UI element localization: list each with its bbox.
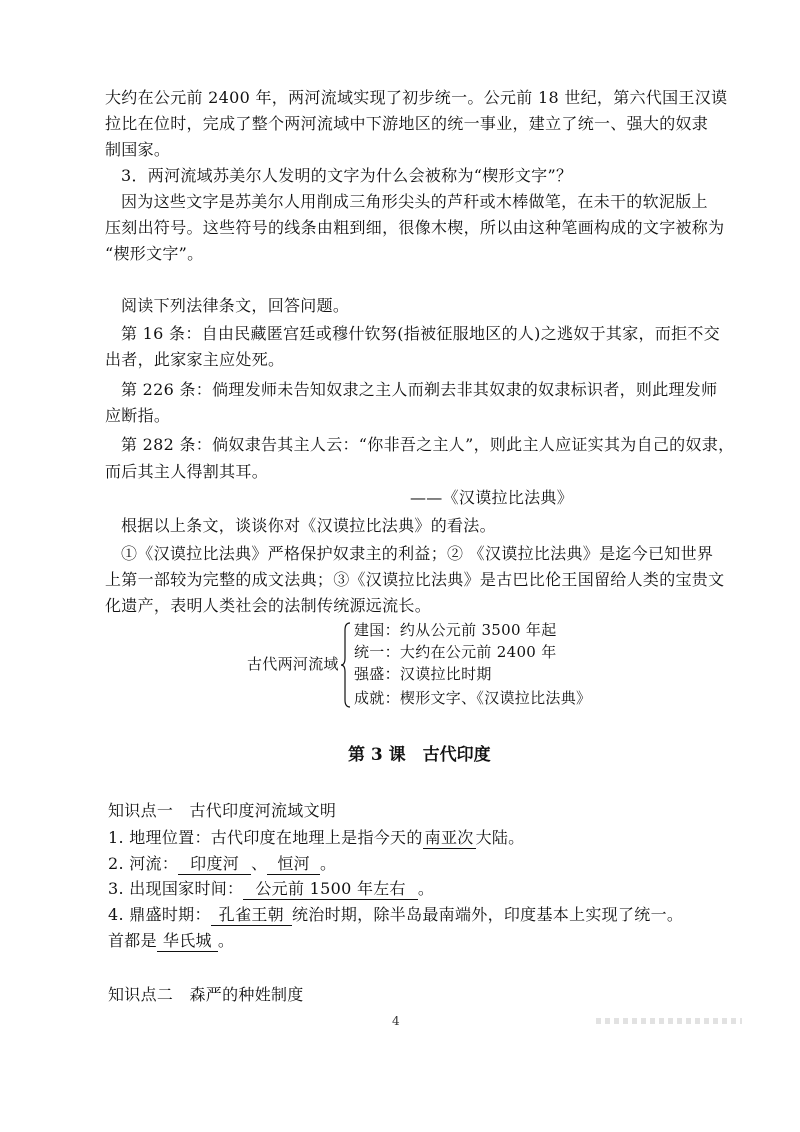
state-suffix: 。 [417, 879, 435, 898]
page-number: 4 [392, 1014, 400, 1028]
law-task: 根据以上条文，谈谈你对《汉谟拉比法典》的看法。 [121, 516, 496, 535]
para1-line3: 制国家。 [105, 140, 171, 159]
para1-line2: 拉比在位时，完成了整个两河流域中下游地区的统一事业，建立了统一、强大的奴隶 [105, 114, 709, 133]
river-answer-2: 恒河 [267, 854, 320, 875]
geo-line [108, 826, 524, 850]
brace-icon [341, 622, 351, 708]
capital-prefix: 首都是 [108, 931, 157, 950]
state-prefix: 3. 出现国家时间： [108, 879, 244, 898]
answer-3-line1: 因为这些文字是苏美尔人用削成三角形尖头的芦秆或木棒做笔，在未干的软泥版上 [121, 192, 708, 211]
law-answer-line3: 化遗产，表明人类社会的法制传统源远流长。 [105, 596, 432, 615]
law-intro: 阅读下列法律条文，回答问题。 [121, 296, 350, 315]
river-line [108, 852, 336, 876]
geo-answer: 南亚次 [424, 828, 474, 847]
summary-item-achievements: 成就：楔形文字、《汉谟拉比法典》 [354, 689, 592, 707]
law-answer-line2: 上第一部较为完整的成文法典；③《汉谟拉比法典》是古巴比伦王国留给人类的宝贵文 [105, 570, 725, 589]
article-16-line2: 出者，此家家主应处死。 [105, 350, 285, 369]
summary-item-founding: 建国：约从公元前 3500 年起 [354, 621, 557, 639]
law-answer-line1: ①《汉谟拉比法典》严格保护奴隶主的利益；② 《汉谟拉比法典》是迄今已知世界 [121, 544, 714, 563]
capital-answer: 华氏城 [157, 931, 218, 952]
answer-3-line2: 压刻出符号。这些符号的线条由粗到细，很像木楔，所以由这种笔画构成的文字被称为 [105, 218, 725, 237]
summary-root: 古代两河流域 [247, 655, 339, 673]
knowledge-point-2: 知识点二 森严的种姓制度 [108, 985, 304, 1004]
peak-answer: 孔雀王朝 [211, 905, 292, 926]
article-226-line1: 第 226 条：倘理发师未告知奴隶之主人而剃去非其奴隶的奴隶标识者，则此理发师 [121, 380, 718, 399]
geo-suffix: 大陆。 [475, 828, 525, 847]
lesson-title: 第 3 课 古代印度 [348, 745, 491, 765]
para1-line1: 大约在公元前 2400 年，两河流域实现了初步统一。公元前 18 世纪，第六代国王汉谟 [105, 88, 728, 107]
peak-suffix: 统治时期，除半岛最南端外，印度基本上实现了统一。 [291, 905, 684, 924]
article-282-line1: 第 282 条：倘奴隶告其主人云：“你非吾之主人”，则此主人应证实其为自己的奴隶， [121, 435, 735, 454]
law-source: ——《汉谟拉比法典》 [410, 488, 574, 507]
capital-line [108, 929, 234, 953]
article-282-line2: 而后其主人得割其耳。 [105, 462, 269, 481]
river-suffix: 。 [319, 854, 337, 873]
river-answer-1: 印度河 [178, 854, 251, 875]
river-separator: 、 [251, 854, 268, 873]
summary-item-unification: 统一：大约在公元前 2400 年 [354, 643, 557, 661]
article-16-line1: 第 16 条：自由民藏匿宫廷或穆什钦努(指被征服地区的人)之逃奴于其家，而拒不交 [121, 324, 721, 343]
peak-line [108, 903, 683, 927]
river-prefix: 2. 河流： [108, 854, 179, 873]
state-answer: 公元前 1500 年左右 [243, 879, 418, 900]
summary-item-prosperity: 强盛：汉谟拉比时期 [354, 665, 492, 683]
watermark-icon [596, 1018, 742, 1024]
knowledge-point-1: 知识点一 古代印度河流域文明 [108, 801, 337, 820]
article-226-line2: 应断指。 [105, 406, 171, 425]
answer-3-line3: “楔形文字”。 [105, 244, 204, 263]
capital-suffix: 。 [217, 931, 235, 950]
state-line [108, 877, 434, 901]
peak-prefix: 4. 鼎盛时期： [108, 905, 211, 924]
geo-prefix: 1. 地理位置：古代印度在地理上是指今天的 [108, 828, 423, 847]
question-3: 3．两河流域苏美尔人发明的文字为什么会被称为“楔形文字”？ [121, 166, 573, 185]
